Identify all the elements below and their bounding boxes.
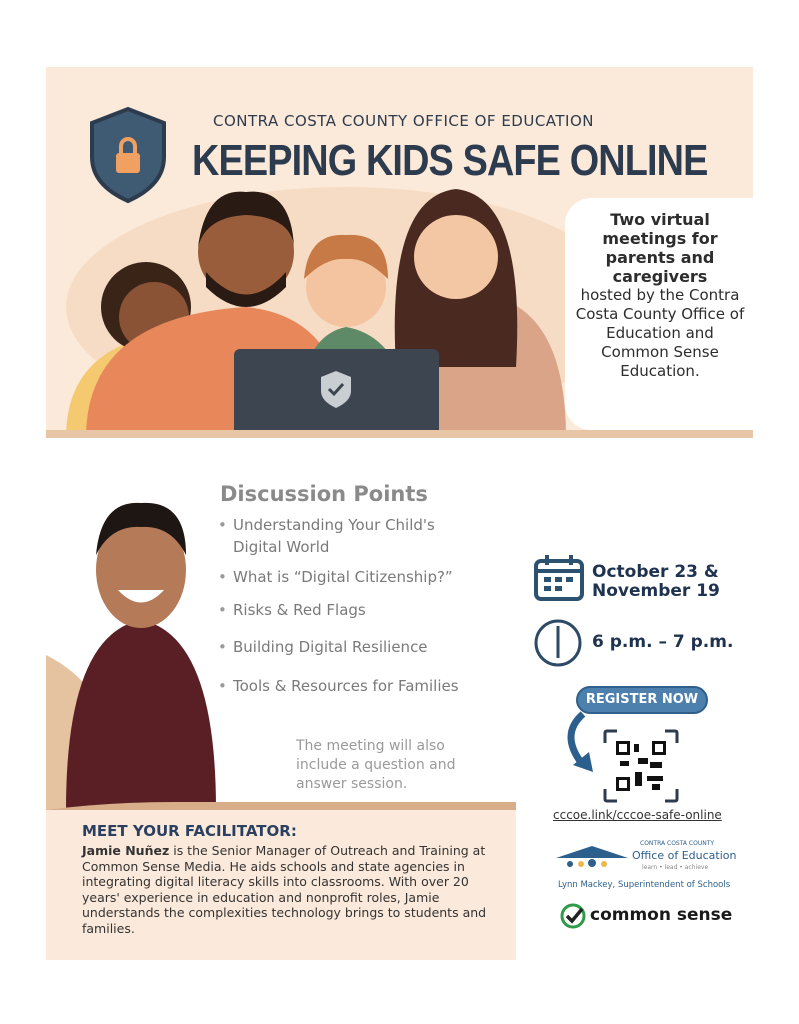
- facilitator-photo: [46, 495, 221, 810]
- calendar-icon: [533, 553, 585, 603]
- discussion-point: • Understanding Your Child's Digital World: [218, 514, 478, 558]
- event-time: 6 p.m. – 7 p.m.: [592, 632, 734, 652]
- clock-icon: [533, 618, 583, 668]
- cccoe-tagline: learn • lead • achieve: [642, 864, 709, 871]
- organization-name: CONTRA COSTA COUNTY OFFICE OF EDUCATION: [213, 112, 595, 130]
- meetings-info-bubble: [565, 198, 755, 430]
- page-title: KEEPING KIDS SAFE ONLINE: [192, 136, 708, 185]
- cccoe-county: CONTRA COSTA COUNTY: [640, 840, 715, 847]
- bubble-bold: Two virtual meetings for parents and caregivers: [602, 210, 718, 286]
- common-sense-name: common sense: [590, 905, 733, 925]
- facilitator-heading: MEET YOUR FACILITATOR:: [82, 822, 297, 840]
- register-now-button[interactable]: REGISTER NOW: [576, 686, 708, 714]
- cccoe-superintendent: Lynn Mackey, Superintendent of Schools: [558, 880, 731, 890]
- registration-link[interactable]: cccoe.link/cccoe-safe-online: [553, 808, 722, 822]
- facilitator-bio: Jamie Nuñez is the Senior Manager of Outreach and Training at Common Sense Media. He aids schools and state agencies in integrating digital literacy skills into classrooms. With over 20 years' experience in education and nonprofit roles, Jamie understands the complexities technology brings to students and families.: [82, 843, 487, 936]
- discussion-point: • Tools & Resources for Families: [218, 675, 459, 697]
- cccoe-name: Office of Education: [632, 849, 737, 862]
- discussion-point: • Building Digital Resilience: [218, 636, 428, 658]
- discussion-point: • What is “Digital Citizenship?”: [218, 566, 453, 588]
- discussion-heading: Discussion Points: [220, 482, 428, 506]
- qr-code[interactable]: [602, 728, 680, 804]
- checkmark-icon: [560, 903, 586, 929]
- bubble-text: hosted by the Contra Costa County Office of Education and Common Sense Education.: [575, 286, 745, 380]
- qa-note: The meeting will also include a question and answer session.: [296, 738, 456, 792]
- cccoe-emblem-icon: [556, 844, 628, 876]
- discussion-point: • Risks & Red Flags: [218, 599, 366, 621]
- cccoe-logo: [556, 840, 736, 896]
- arrow-icon: [555, 710, 605, 775]
- event-dates: October 23 & November 19: [592, 562, 720, 601]
